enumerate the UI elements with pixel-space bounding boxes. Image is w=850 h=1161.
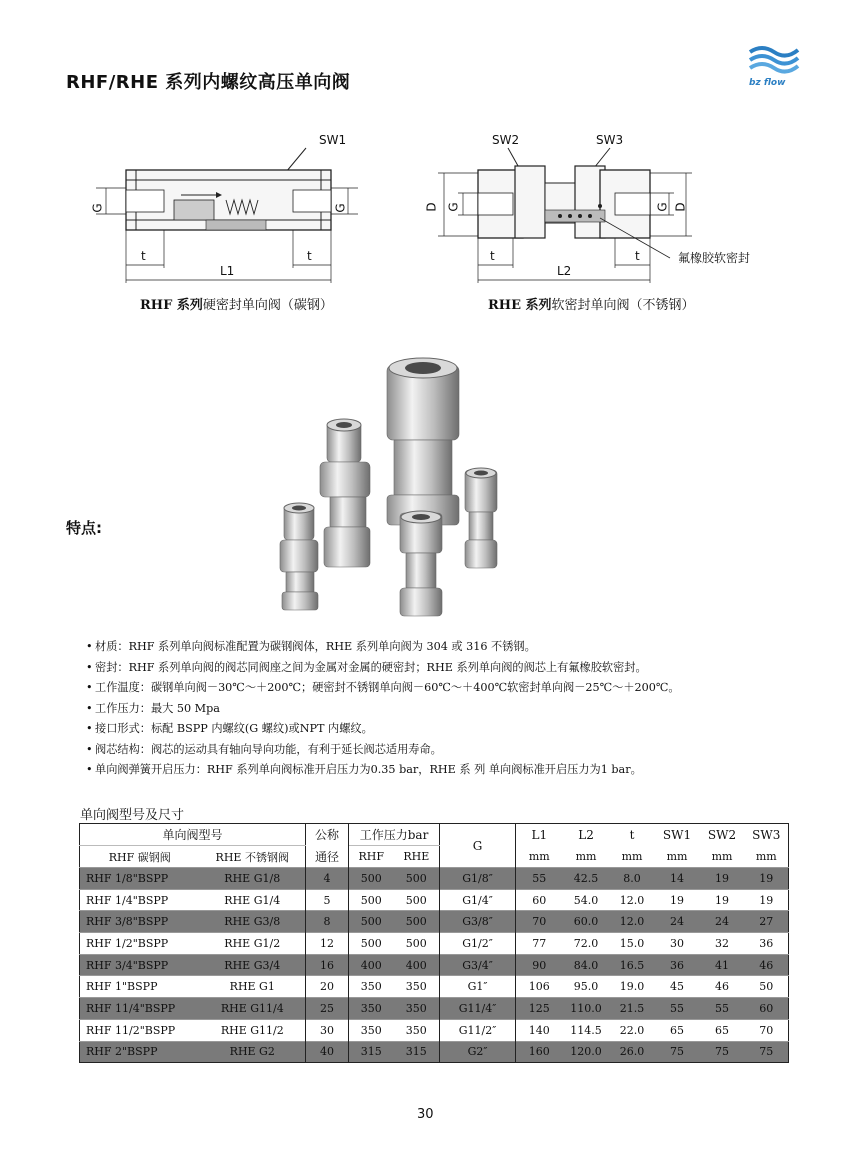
header-unit-t: mm (621, 849, 643, 863)
cell-t: 8.0 (610, 868, 655, 890)
cell-rhe: RHE G11/4 (200, 998, 306, 1020)
cell-p-rhe: 350 (394, 998, 440, 1020)
cell-sw3: 75 (745, 1041, 789, 1063)
header-sw1: SW1 (662, 827, 692, 842)
table-row (80, 933, 789, 955)
header-unit-sw3: mm (755, 849, 777, 863)
cell-sw3: 36 (745, 933, 789, 955)
cell-p-rhf: 315 (349, 1041, 394, 1063)
d-left-label: D (424, 202, 439, 212)
cell-p-rhe: 500 (394, 868, 440, 890)
cell-sw1: 75 (655, 1041, 700, 1063)
cell-l1: 60 (516, 889, 563, 911)
rhf-caption-bold: RHF 系列 (140, 298, 203, 313)
cell-g: G11/4″ (440, 998, 516, 1020)
cell-rhe: RHE G1/8 (200, 868, 306, 890)
cell-dn: 4 (306, 868, 349, 890)
cell-l2: 72.0 (563, 933, 610, 955)
cell-dn: 8 (306, 911, 349, 933)
cell-sw2: 75 (700, 1041, 745, 1063)
feature-core: • 阀芯结构：阀芯的运动具有轴向导向功能，有利于延长阀芯适用寿命。 (86, 740, 806, 761)
l2-label: L2 (557, 264, 572, 278)
cell-sw2: 24 (700, 911, 745, 933)
cell-sw1: 19 (655, 889, 700, 911)
cell-l2: 114.5 (563, 1019, 610, 1041)
cell-sw2: 32 (700, 933, 745, 955)
table-row (80, 954, 789, 976)
cell-sw3: 50 (745, 976, 789, 998)
cell-g: G2″ (440, 1041, 516, 1063)
feature-pressure: • 工作压力：最大 50 Mpa (86, 699, 806, 720)
sw3-label: SW3 (596, 133, 624, 147)
cell-t: 15.0 (610, 933, 655, 955)
rhe-drawing (424, 128, 770, 317)
feature-connection: • 接口形式：标配 BSPP 内螺纹(G 螺纹)或NPT 内螺纹。 (86, 719, 806, 740)
t-right-label-2: t (635, 249, 640, 263)
cell-t: 21.5 (610, 998, 655, 1020)
header-p-rhe: RHE (394, 846, 440, 868)
t-left-label: t (141, 249, 146, 263)
cell-t: 16.5 (610, 954, 655, 976)
header-t: t (629, 827, 635, 842)
cell-g: G1/8″ (440, 868, 516, 890)
cell-l2: 120.0 (563, 1041, 610, 1063)
rhf-drawing (90, 128, 366, 317)
cell-rhe: RHE G1/2 (200, 933, 306, 955)
cell-g: G3/4″ (440, 954, 516, 976)
g-left-label: G (90, 203, 105, 213)
d-right-label: D (673, 202, 688, 212)
cell-l1: 77 (516, 933, 563, 955)
cell-sw1: 55 (655, 998, 700, 1020)
cell-sw3: 27 (745, 911, 789, 933)
cell-p-rhe: 500 (394, 889, 440, 911)
cell-p-rhe: 500 (394, 911, 440, 933)
cell-l1: 90 (516, 954, 563, 976)
cell-dn: 12 (306, 933, 349, 955)
header-l1: L1 (531, 827, 548, 842)
cell-t: 12.0 (610, 911, 655, 933)
cell-dn: 20 (306, 976, 349, 998)
cell-dn: 5 (306, 889, 349, 911)
cell-l2: 95.0 (563, 976, 610, 998)
cell-dn: 16 (306, 954, 349, 976)
cell-rhf: RHF 3/8"BSPP (80, 911, 200, 933)
cell-sw1: 45 (655, 976, 700, 998)
cell-g: G1/4″ (440, 889, 516, 911)
header-unit-l2: mm (575, 849, 597, 863)
cell-rhe: RHE G3/8 (200, 911, 306, 933)
sw2-label: SW2 (492, 133, 520, 147)
cell-sw2: 19 (700, 889, 745, 911)
header-sw3: SW3 (752, 827, 781, 842)
cell-l2: 54.0 (563, 889, 610, 911)
product-photo (272, 350, 512, 620)
cell-p-rhe: 400 (394, 954, 440, 976)
cell-rhe: RHE G11/2 (200, 1019, 306, 1041)
feature-seal: • 密封：RHF 系列单向阀的阀芯同阀座之间为金属对金属的硬密封；RHE 系列单向阀的阀芯上有氟橡胶软密封。 (86, 658, 806, 679)
cell-p-rhf: 350 (349, 998, 394, 1020)
feature-cracking-pressure: • 单向阀弹簧开启压力：RHF 系列单向阀标准开启压力为0.35 bar，RHE 系 列 单向阀标准开启压力为1 bar。 (86, 760, 806, 781)
cell-t: 19.0 (610, 976, 655, 998)
table-row (80, 868, 789, 890)
header-rhe: RHE 不锈钢阀 (200, 846, 306, 868)
cell-g: G3/8″ (440, 911, 516, 933)
cell-sw3: 70 (745, 1019, 789, 1041)
header-model: 单向阀型号 (80, 824, 306, 846)
cell-l1: 70 (516, 911, 563, 933)
cell-rhf: RHF 11/4"BSPP (80, 998, 200, 1020)
cell-rhf: RHF 3/4"BSPP (80, 954, 200, 976)
header-unit-sw1: mm (666, 849, 688, 863)
cell-rhe: RHE G3/4 (200, 954, 306, 976)
cell-sw2: 41 (700, 954, 745, 976)
cell-l1: 55 (516, 868, 563, 890)
table-row (80, 998, 789, 1020)
cell-l2: 110.0 (563, 998, 610, 1020)
logo-text: bz flow (749, 78, 786, 88)
cell-dn: 25 (306, 998, 349, 1020)
rhf-drawing-svg (96, 128, 366, 313)
seal-label: 氟橡胶软密封 (678, 251, 751, 265)
cell-sw2: 65 (700, 1019, 745, 1041)
cell-p-rhe: 315 (394, 1041, 440, 1063)
cell-rhf: RHF 1/2"BSPP (80, 933, 200, 955)
table-row (80, 1019, 789, 1041)
cell-sw1: 24 (655, 911, 700, 933)
cell-sw2: 46 (700, 976, 745, 998)
cell-p-rhf: 400 (349, 954, 394, 976)
cell-sw2: 19 (700, 868, 745, 890)
cell-t: 22.0 (610, 1019, 655, 1041)
cell-dn: 30 (306, 1019, 349, 1041)
t-right-label: t (307, 249, 312, 263)
header-sw2: SW2 (707, 827, 737, 842)
cell-rhf: RHF 1/4"BSPP (80, 889, 200, 911)
cell-p-rhe: 500 (394, 933, 440, 955)
cell-l1: 140 (516, 1019, 563, 1041)
cell-sw1: 30 (655, 933, 700, 955)
table-caption: 单向阀型号及尺寸 (80, 808, 185, 823)
table-row (80, 1041, 789, 1063)
cell-g: G11/2″ (440, 1019, 516, 1041)
cell-p-rhf: 500 (349, 933, 394, 955)
cell-sw3: 60 (745, 998, 789, 1020)
sw1-label: SW1 (319, 133, 347, 147)
cell-rhf: RHF 2"BSPP (80, 1041, 200, 1063)
cell-t: 12.0 (610, 889, 655, 911)
header-unit-l1: mm (528, 849, 550, 863)
rhf-caption-text: 硬密封单向阀（碳钢） (202, 298, 333, 313)
cell-sw3: 46 (745, 954, 789, 976)
cell-p-rhe: 350 (394, 976, 440, 998)
cell-rhf: RHF 1/8"BSPP (80, 868, 200, 890)
header-unit-sw2: mm (711, 849, 733, 863)
cell-l1: 160 (516, 1041, 563, 1063)
rhe-caption-text: 软密封单向阀（不锈钢） (551, 298, 695, 313)
features-list (86, 637, 806, 781)
header-p-rhf: RHF (358, 850, 385, 863)
cell-p-rhf: 500 (349, 911, 394, 933)
cell-l1: 106 (516, 976, 563, 998)
spec-table (79, 823, 789, 1063)
cell-sw1: 36 (655, 954, 700, 976)
cell-rhe: RHE G1/4 (200, 889, 306, 911)
page-title: RHF/RHE 系列内螺纹高压单向阀 (66, 72, 351, 93)
header-l2: L2 (578, 827, 594, 842)
table-row (80, 911, 789, 933)
cell-p-rhf: 500 (349, 889, 394, 911)
cell-l1: 125 (516, 998, 563, 1020)
t-left-label-2: t (490, 249, 495, 263)
cell-g: G1″ (440, 976, 516, 998)
cell-rhe: RHE G2 (200, 1041, 306, 1063)
g-right-label: G (333, 203, 348, 213)
feature-material: • 材质：RHF 系列单向阀标准配置为碳钢阀体，RHE 系列单向阀为 304 或 316 不锈钢。 (86, 637, 806, 658)
header-pressure: 工作压力bar (349, 824, 440, 846)
header-rhf: RHF 碳钢阀 (108, 850, 171, 864)
header-dn-2: 通径 (306, 846, 349, 868)
cell-sw2: 55 (700, 998, 745, 1020)
feature-temperature: • 工作温度：碳钢单向阀－30℃～＋200℃；硬密封不锈钢单向阀－60℃～＋400℃软密封单向阀－25℃～＋200℃。 (86, 678, 806, 699)
header-g: G (440, 824, 516, 868)
table-row (80, 889, 789, 911)
cell-l2: 42.5 (563, 868, 610, 890)
header-dn-1: 公称 (306, 824, 349, 846)
cell-sw1: 65 (655, 1019, 700, 1041)
cell-g: G1/2″ (440, 933, 516, 955)
rhe-caption (488, 294, 695, 313)
cell-l2: 84.0 (563, 954, 610, 976)
cell-t: 26.0 (610, 1041, 655, 1063)
cell-sw3: 19 (745, 868, 789, 890)
features-heading: 特点: (66, 519, 102, 537)
cell-p-rhe: 350 (394, 1019, 440, 1041)
cell-rhf: RHF 11/2"BSPP (80, 1019, 200, 1041)
cell-sw3: 19 (745, 889, 789, 911)
g-right-label-2: G (655, 202, 670, 212)
cell-dn: 40 (306, 1041, 349, 1063)
cell-rhe: RHE G1 (200, 976, 306, 998)
page-number: 30 (417, 1107, 434, 1122)
cell-p-rhf: 500 (349, 868, 394, 890)
l1-label: L1 (220, 264, 235, 278)
table-row (80, 976, 789, 998)
rhe-caption-bold: RHE 系列 (488, 298, 552, 313)
cell-rhf: RHF 1"BSPP (80, 976, 200, 998)
rhf-caption (140, 294, 333, 313)
rhe-drawing-svg (430, 128, 770, 313)
cell-p-rhf: 350 (349, 1019, 394, 1041)
g-left-label-2: G (446, 202, 461, 212)
cell-sw1: 14 (655, 868, 700, 890)
cell-p-rhf: 350 (349, 976, 394, 998)
cell-l2: 60.0 (563, 911, 610, 933)
